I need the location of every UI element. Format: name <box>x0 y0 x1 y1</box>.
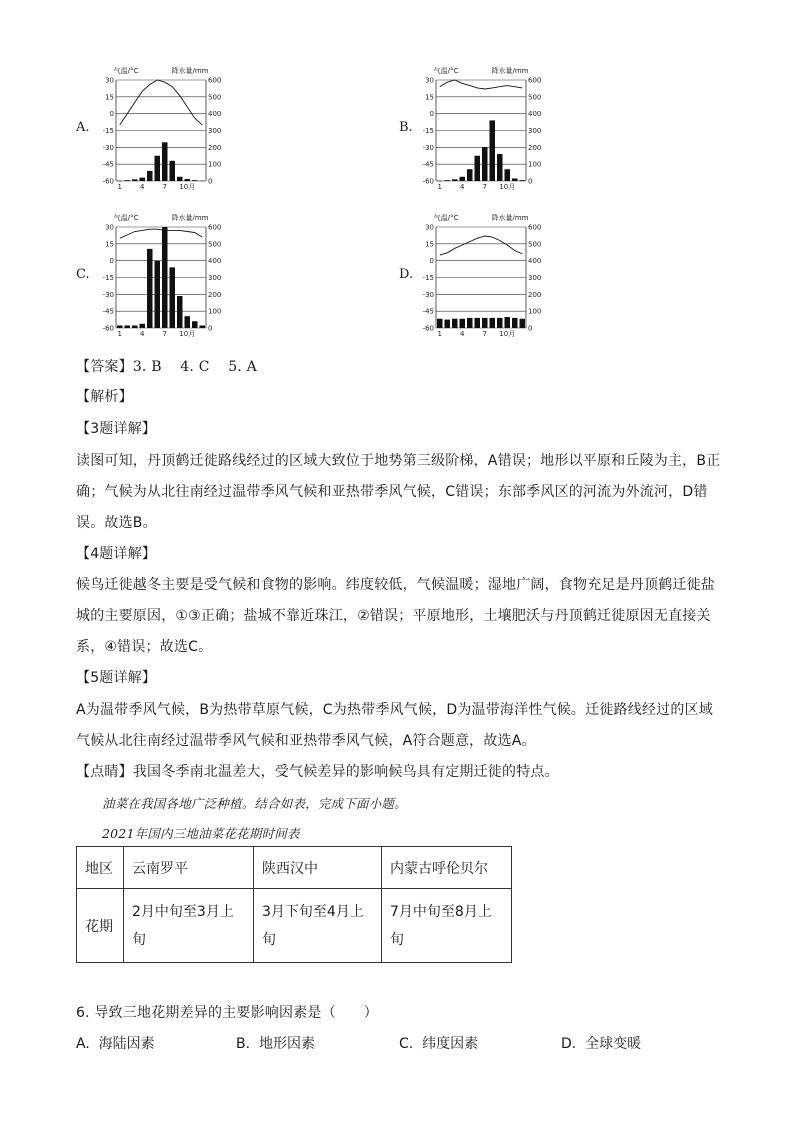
precip-bar <box>155 261 161 328</box>
precip-bar <box>497 318 503 328</box>
precip-bar <box>520 180 526 181</box>
temp-tick-label: 30 <box>425 76 434 85</box>
temp-tick-label: 30 <box>425 223 434 232</box>
temp-tick-label: -30 <box>422 143 434 152</box>
temp-tick-label: -15 <box>102 127 114 135</box>
q4-line-1: 候鸟迁徙越冬主要是受气候和食物的影响。纬度较低，气候温暖；湿地广阔，食物充足是丹顶鹤迁徙盐 <box>76 577 715 593</box>
month-tick-label: 1 <box>117 330 122 338</box>
table-cell <box>382 889 512 963</box>
choice-d: D. 全球变暖 <box>561 1036 642 1052</box>
temperature-line <box>440 236 523 255</box>
table-header-row <box>77 847 512 889</box>
precip-tick-label: 100 <box>528 160 542 169</box>
cell-line: 旬 <box>390 931 404 948</box>
precip-bar <box>177 177 183 181</box>
precip-tick-label: 300 <box>208 127 222 135</box>
precip-tick-label: 0 <box>208 324 213 333</box>
temp-tick-label: -30 <box>102 143 114 152</box>
precip-axis-title: 降水量/mm <box>491 214 529 222</box>
temp-tick-label: -45 <box>102 307 114 316</box>
precip-tick-label: 600 <box>208 76 222 85</box>
precip-tick-label: 300 <box>208 274 222 282</box>
precip-bar <box>140 178 146 181</box>
precip-bar <box>445 180 451 181</box>
precip-bar <box>505 169 511 181</box>
precip-bar <box>192 180 198 181</box>
month-tick-label: 1 <box>117 183 122 191</box>
month-tick-label: 7 <box>162 183 167 191</box>
temp-tick-label: 15 <box>425 93 434 102</box>
precip-bar <box>445 320 451 328</box>
precip-bar <box>512 318 518 328</box>
precip-tick-label: 500 <box>528 93 542 102</box>
precip-bar <box>155 156 161 181</box>
precip-bar <box>437 181 443 182</box>
precip-bar <box>505 317 511 328</box>
precip-bar <box>460 319 466 328</box>
temp-tick-label: -45 <box>422 160 434 169</box>
precip-tick-label: 0 <box>208 177 213 186</box>
precip-tick-label: 200 <box>528 143 542 152</box>
month-tick-label: 7 <box>162 330 167 338</box>
temp-tick-label: -60 <box>422 324 434 333</box>
precip-tick-label: 500 <box>208 240 222 249</box>
precip-bar <box>490 120 496 181</box>
answer-label: 【答案】 <box>76 359 133 375</box>
precip-bar <box>460 177 466 181</box>
temp-tick-label: 0 <box>429 110 434 119</box>
precip-tick-label: 500 <box>528 240 542 249</box>
temp-axis-title: 气温/°C <box>113 214 139 222</box>
tip-label: 【点睛】 <box>76 764 133 780</box>
precip-tick-label: 0 <box>528 177 533 186</box>
month-tick-label: 4 <box>140 330 145 338</box>
precip-bar <box>125 180 131 181</box>
choice-c: C. 纬度因素 <box>399 1036 479 1052</box>
month-tick-label: 4 <box>460 330 465 338</box>
temp-tick-label: -60 <box>102 177 114 186</box>
precip-axis-title: 降水量/mm <box>171 214 209 222</box>
tip-text: 我国冬季南北温差大，受气候差异的影响候鸟具有定期迁徙的特点。 <box>132 764 559 780</box>
precip-bar <box>482 318 488 328</box>
cell-line: 旬 <box>132 931 146 948</box>
temp-tick-label: 15 <box>425 240 434 249</box>
precip-bar <box>475 156 481 181</box>
option-c-letter: C. <box>76 267 90 282</box>
month-tick-label: 10月 <box>499 183 516 191</box>
temp-tick-label: -60 <box>422 177 434 186</box>
table-header-cell: 内蒙古呼伦贝尔 <box>382 847 512 889</box>
month-tick-label: 10月 <box>179 330 196 338</box>
answer-text: 3. B 4. C 5. A <box>132 359 257 375</box>
precip-bar <box>437 319 443 328</box>
cell-line: 7月中旬至8月上 <box>390 903 492 920</box>
precip-bar <box>170 267 176 328</box>
temp-tick-label: -15 <box>102 274 114 282</box>
q4-line-2: 城的主要原因，①③正确；盐城不靠近珠江，②错误；平原地形，土壤肥沃与丹顶鹤迁徙原因无直接关 <box>76 608 711 624</box>
precip-tick-label: 200 <box>208 143 222 152</box>
temperature-line <box>120 229 203 238</box>
q3-line-3: 误。故选B。 <box>76 515 157 531</box>
temp-tick-label: 0 <box>429 257 434 266</box>
option-b-letter: B. <box>399 120 413 135</box>
precip-tick-label: 600 <box>208 223 222 232</box>
temp-axis-title: 气温/°C <box>433 214 459 222</box>
q3-line-1: 读图可知，丹顶鹤迁徙路线经过的区域大致位于地势第三级阶梯，A错误；地形以平原和丘陵为主，B正 <box>76 453 721 469</box>
temp-axis-title: 气温/°C <box>433 67 459 75</box>
precip-bar <box>475 318 481 328</box>
precip-bar <box>162 142 168 181</box>
temp-tick-label: -45 <box>102 160 114 169</box>
temperature-line <box>120 80 203 125</box>
temp-axis-title: 气温/°C <box>113 67 139 75</box>
month-tick-label: 10月 <box>499 330 516 338</box>
precip-tick-label: 200 <box>208 290 222 299</box>
temp-tick-label: 15 <box>105 93 114 102</box>
precip-tick-label: 600 <box>528 223 542 232</box>
precip-bar <box>117 325 123 328</box>
analysis-label: 【解析】 <box>76 389 133 405</box>
precip-bar <box>132 179 138 181</box>
temp-tick-label: -60 <box>102 324 114 333</box>
precip-bar <box>467 318 473 328</box>
precip-tick-label: 200 <box>528 290 542 299</box>
table-row <box>77 889 512 963</box>
precip-bar <box>497 154 503 181</box>
precip-bar <box>185 179 191 181</box>
precip-bar <box>452 179 458 181</box>
precip-tick-label: 600 <box>528 76 542 85</box>
choice-a: A. 海陆因素 <box>76 1036 155 1052</box>
table-title: 2021年国内三地油菜花花期时间表 <box>102 826 300 841</box>
precip-tick-label: 400 <box>208 257 222 266</box>
table-header-cell: 云南罗平 <box>124 847 254 889</box>
q4-line-3: 系，④错误；故选C。 <box>76 639 213 655</box>
precip-bar <box>512 178 518 181</box>
month-tick-label: 10月 <box>179 183 196 191</box>
precip-bar <box>132 325 138 328</box>
precip-tick-label: 400 <box>528 257 542 266</box>
precip-bar <box>467 169 473 181</box>
precip-tick-label: 300 <box>528 127 542 135</box>
precip-bar <box>452 319 458 328</box>
climate-chart-a <box>96 64 236 194</box>
precip-bar <box>185 316 191 328</box>
climate-chart-d <box>416 211 556 341</box>
q5-line-2: 气候从北往南经过温带季风气候和亚热带季风气候，A符合题意，故选A。 <box>76 733 536 749</box>
temperature-line <box>440 80 523 89</box>
table-cell <box>254 889 382 963</box>
flowering-table <box>76 846 512 963</box>
precip-axis-title: 降水量/mm <box>171 67 209 75</box>
table-header-cell: 地区 <box>77 847 124 889</box>
table-header-cell: 陕西汉中 <box>254 847 382 889</box>
temp-tick-label: 30 <box>105 223 114 232</box>
precip-bar <box>200 181 206 182</box>
q5-line-1: A为温带季风气候，B为热带草原气候，C为热带季风气候，D为温带海洋性气候。迁徙路线经过的区域 <box>76 702 713 718</box>
precip-axis-title: 降水量/mm <box>491 67 529 75</box>
cell-line: 旬 <box>262 931 276 948</box>
precip-tick-label: 400 <box>208 110 222 119</box>
precip-tick-label: 0 <box>528 324 533 333</box>
temp-tick-label: -30 <box>102 290 114 299</box>
precip-tick-label: 500 <box>208 93 222 102</box>
temp-tick-label: -45 <box>422 307 434 316</box>
cell-line: 2月中旬至3月上 <box>132 903 234 920</box>
q4-heading: 【4题详解】 <box>76 546 157 562</box>
precip-bar <box>482 147 488 181</box>
precip-bar <box>192 321 198 328</box>
month-tick-label: 7 <box>482 330 487 338</box>
precip-bar <box>147 249 153 328</box>
precip-bar <box>125 325 131 328</box>
temp-tick-label: 15 <box>105 240 114 249</box>
precip-tick-label: 100 <box>208 160 222 169</box>
precip-bar <box>147 171 153 181</box>
precip-tick-label: 400 <box>528 110 542 119</box>
table-cell <box>124 889 254 963</box>
month-tick-label: 7 <box>482 183 487 191</box>
q5-heading: 【5题详解】 <box>76 670 157 686</box>
temp-tick-label: 0 <box>109 110 114 119</box>
precip-bar <box>170 161 176 181</box>
table-row-label: 花期 <box>77 889 124 963</box>
precip-tick-label: 100 <box>208 307 222 316</box>
answer-line <box>76 356 257 376</box>
climate-chart-b <box>416 64 556 194</box>
month-tick-label: 1 <box>437 183 442 191</box>
choice-b: B. 地形因素 <box>236 1036 315 1052</box>
tip-line <box>76 761 559 781</box>
precip-bar <box>162 227 168 328</box>
month-tick-label: 4 <box>140 183 145 191</box>
precip-bar <box>200 325 206 328</box>
precip-bar <box>177 296 183 328</box>
precip-bar <box>140 324 146 328</box>
temp-tick-label: 30 <box>105 76 114 85</box>
cell-line: 3月下旬至4月上 <box>262 903 364 920</box>
precip-tick-label: 300 <box>528 274 542 282</box>
option-a-letter: A. <box>76 120 90 135</box>
precip-tick-label: 100 <box>528 307 542 316</box>
option-d-letter: D. <box>399 267 414 282</box>
climate-chart-c <box>96 211 236 341</box>
precip-bar <box>490 318 496 328</box>
q3-line-2: 确；气候为从北往南经过温带季风气候和亚热带季风气候，C错误；东部季风区的河流为外流河，D错 <box>76 484 708 500</box>
temp-tick-label: -30 <box>422 290 434 299</box>
month-tick-label: 4 <box>460 183 465 191</box>
intro-text: 油菜在我国各地广泛种植。结合如表，完成下面小题。 <box>102 796 407 811</box>
q3-heading: 【3题详解】 <box>76 421 157 437</box>
temp-tick-label: -15 <box>422 127 434 135</box>
month-tick-label: 1 <box>437 330 442 338</box>
precip-bar <box>117 181 123 182</box>
question-6: 6. 导致三地花期差异的主要影响因素是（ ） <box>76 1005 378 1021</box>
temp-tick-label: -15 <box>422 274 434 282</box>
temp-tick-label: 0 <box>109 257 114 266</box>
precip-bar <box>520 319 526 328</box>
